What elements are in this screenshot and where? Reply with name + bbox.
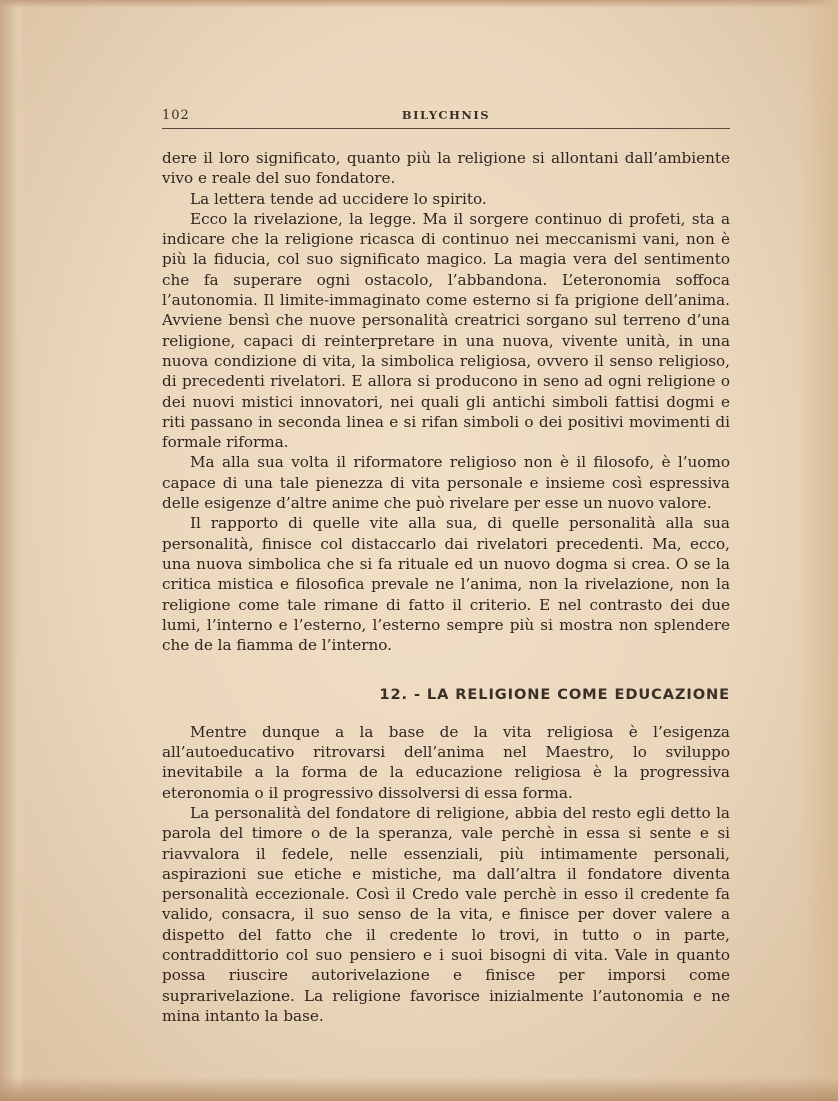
paragraph: Mentre dunque a la base de la vita religiosa è l’esigenza all’autoeducativo ritrovarsi dell’anima nel Maestro, lo sviluppo inevitabile a la forma de la educazione religiosa è la progressiva eteronomia o il progressivo dissolversi di essa forma. — [162, 722, 730, 802]
header-rule — [162, 128, 730, 129]
paragraph: La personalità del fondatore di religione, abbia del resto egli detto la parola del timore o de la speranza, vale perchè in essa si sente e si riavvalora il fedele, nelle essenziali, più intimamente personali, aspirazioni sue etiche e mistiche, ma dall’altra il fondatore diventa personalità eccezionale. Così il Credo vale perchè in esso il credente fa valido, consacra, il suo senso de la vita, e finisce per dover valere a dispetto del fatto che il credente lo trovi, in tutto o in parte, contraddittorio col suo pensiero e i suoi bisogni di vita. Vale in quanto possa riuscire autorivelazione e finisce per imporsi come suprarivelazione. La religione favorisce inizialmente l’autonomia e ne mina intanto la base. — [162, 803, 730, 1025]
running-head — [162, 106, 730, 128]
paragraph-continued: dere il loro significato, quanto più la religione si allontani dall’ambiente vivo e reale del suo fondatore. — [162, 149, 730, 188]
body-text — [162, 148, 730, 1026]
paragraph: Il rapporto di quelle vite alla sua, di quelle personalità alla sua personalità, finisce col distaccarlo dai rivelatori precedenti. Ma, ecco, una nuova simbolica che si fa rituale ed un nuovo dogma si crea. O se la critica mistica e filosofica prevale ne l’anima, non la rivelazione, non la religione come tale rimane di fatto il criterio. E nel contrasto dei due lumi, l’interno e l’esterno, l’esterno sempre più si mostra non splendere che de la fiamma de l’interno. — [162, 514, 730, 655]
page-number: 102 — [162, 108, 190, 123]
page-top-edge — [0, 0, 838, 8]
paragraph: La lettera tende ad uccidere lo spirito. — [190, 189, 487, 208]
page-bottom-edge — [0, 1077, 838, 1101]
paragraph: Ecco la rivelazione, la legge. Ma il sorgere continuo di profeti, sta a indicare che la religione ricasca di continuo nei meccanismi vani, non è più la fiducia, col suo significato magico. La magia vera del sentimento che fa superare ogni ostacolo, l’abbandona. L’eteronomia soffoca l’autonomia. Il limite-immaginato come esterno si fa prigione dell’anima. Avviene bensì che nuove personalità creatrici sorgano sul terreno d’una religione, capaci di reinterpretare in una nuova, vivente unità, in una nuova condizione di vita, la simbolica religiosa, ovvero il senso religioso, di precedenti rivelatori. E allora si producono in seno ad ogni religione o dei nuovi mistici innovatori, nei quali gli antichi simboli fattisi dogmi e riti passano in seconda linea e si rifan simboli o dei positivi movimenti di formale riforma. — [162, 209, 730, 452]
page-left-edge — [0, 0, 26, 1101]
paragraph: Ma alla sua volta il riformatore religioso non è il filosofo, è l’uomo capace di una tale pienezza di vita personale e insieme così espressiva delle esigenze d’altre anime che può rivelare per esse un nuovo valore. — [162, 453, 730, 513]
section-heading: 12. - LA RELIGIONE COME EDUCAZIONE — [379, 686, 730, 704]
page-right-edge — [798, 0, 838, 1101]
journal-title: BILYCHNIS — [401, 108, 491, 122]
